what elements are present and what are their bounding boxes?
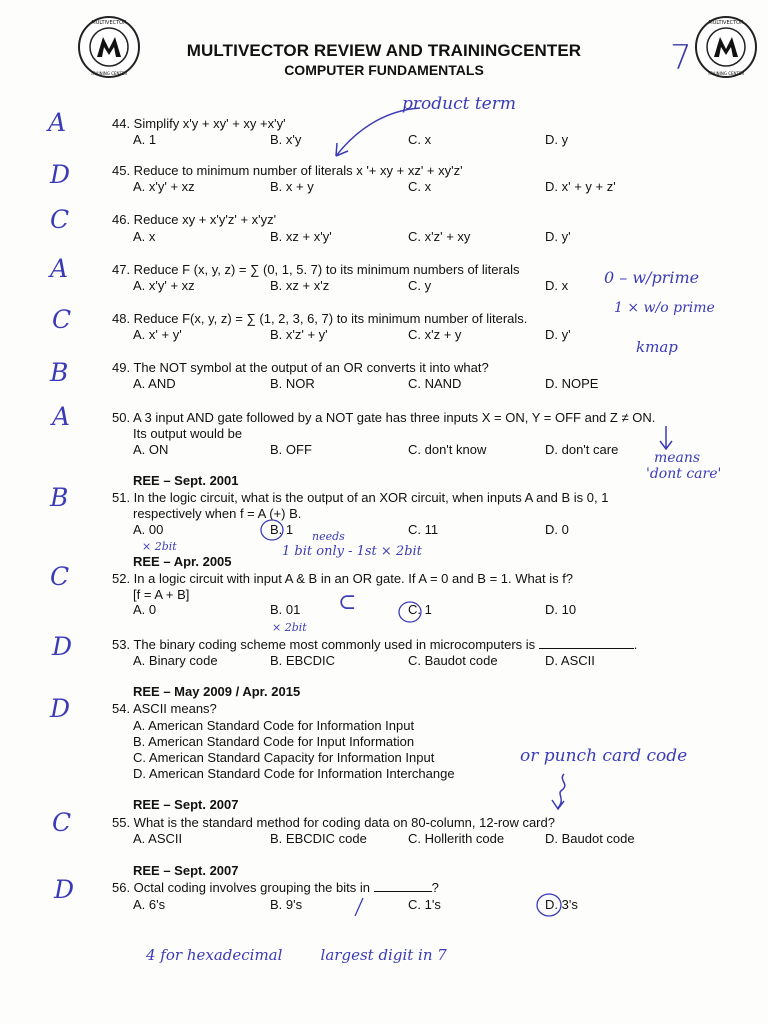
ree-label-52: REE – Apr. 2005	[133, 554, 232, 569]
q49-option-a: A. AND	[133, 376, 176, 391]
q46-option-c: C. x'z' + xy	[408, 229, 471, 244]
q44-option-b: B. x'y	[270, 132, 302, 147]
q52-option-d: D. 10	[545, 602, 577, 617]
question-49-stem: 49. The NOT symbol at the output of an OR converts it into what?	[112, 360, 489, 375]
ree-label-55: REE – Sept. 2007	[133, 797, 239, 812]
answer-53: D	[52, 632, 73, 661]
answer-45: D	[50, 160, 71, 189]
q50-option-b: B. OFF	[270, 442, 312, 457]
arrow-product-term	[320, 100, 430, 165]
question-45-stem: 45. Reduce to minimum number of literals x '+ xy + xz' + xy'z'	[112, 163, 463, 178]
page-number: 7	[670, 38, 692, 78]
note-kmap-line1: 0 – w/prime	[604, 268, 700, 287]
note-punch-card: or punch card code	[520, 746, 688, 766]
note-or-2bit: × 2bit	[272, 621, 307, 634]
q54-option-a: A. American Standard Code for Information Input	[133, 718, 415, 733]
q44-option-c: C. x	[408, 132, 432, 147]
q55-option-c: C. Hollerith code	[408, 831, 505, 846]
q44-option-d: D. y	[545, 132, 569, 147]
q47-option-a: A. x'y' + xz	[133, 278, 195, 293]
answer-blank-53	[539, 648, 634, 649]
q56-option-b: B. 9's	[270, 897, 303, 912]
question-56-text: 56. Octal coding involves grouping the bits in	[112, 880, 370, 895]
answer-54: D	[50, 694, 71, 723]
circle-56-d	[534, 892, 564, 918]
answer-56: D	[54, 875, 75, 904]
q53-option-b: B. EBCDIC	[270, 653, 336, 668]
q53-option-a: A. Binary code	[133, 653, 218, 668]
answer-55: C	[52, 808, 72, 837]
q48-option-b: B. x'z' + y'	[270, 327, 328, 342]
q45-option-c: C. x	[408, 179, 432, 194]
question-48-stem: 48. Reduce F(x, y, z) = ∑ (1, 2, 3, 6, 7) to its minimum number of literals.	[112, 311, 528, 326]
answer-51: B	[50, 483, 69, 512]
circle-51-b	[258, 518, 288, 542]
question-56-stem	[112, 880, 439, 895]
q50-option-d: D. don't care	[545, 442, 619, 457]
q54-option-d: D. American Standard Code for Information Interchange	[133, 766, 455, 781]
q45-option-b: B. x + y	[270, 179, 314, 194]
note-bracket-52: ⊂	[338, 590, 357, 615]
q51-option-a: A. 00	[133, 522, 164, 537]
ree-label-54: REE – May 2009 / Apr. 2015	[133, 684, 301, 699]
note-bottom: 4 for hexadecimal largest digit in 7	[146, 946, 447, 964]
q55-option-a: A. ASCII	[133, 831, 183, 846]
question-44-stem: 44. Simplify x'y + xy' + xy +x'y'	[112, 116, 286, 131]
q56-option-d: D. 3's	[545, 897, 578, 912]
q47-option-b: B. xz + x'z	[270, 278, 330, 293]
q45-option-a: A. x'y' + xz	[133, 179, 195, 194]
answer-47: A	[50, 254, 69, 283]
note-dont-care-line2: 'dont care'	[646, 466, 722, 482]
q44-option-a: A. 1	[133, 132, 157, 147]
question-54-stem: 54. ASCII means?	[112, 701, 217, 716]
q54-option-b: B. American Standard Code for Input Information	[133, 734, 415, 749]
question-56-end: ?	[431, 880, 439, 895]
question-55-stem: 55. What is the standard method for coding data on 80-column, 12-row card?	[112, 815, 555, 830]
q55-option-d: D. Baudot code	[545, 831, 635, 846]
q54-option-c: C. American Standard Capacity for Information Input	[133, 750, 435, 765]
q48-option-c: C. x'z + y	[408, 327, 462, 342]
note-xor-2bit-a: × 2bit	[142, 540, 177, 553]
q46-option-b: B. xz + x'y'	[270, 229, 332, 244]
question-46-stem: 46. Reduce xy + x'y'z' + x'yz'	[112, 212, 277, 227]
svg-text:MULTIVECTOR: MULTIVECTOR	[91, 20, 127, 26]
q56-option-c: C. 1's	[408, 897, 441, 912]
q55-option-b: B. EBCDIC code	[270, 831, 367, 846]
question-53-text: 53. The binary coding scheme most commonly used in microcomputers is	[112, 637, 536, 652]
answer-49: B	[50, 358, 69, 387]
note-xor-bit: 1 bit only - 1st × 2bit	[282, 544, 422, 559]
question-53-stem	[112, 637, 637, 652]
question-50-stem: 50. A 3 input AND gate followed by a NOT gate has three inputs X = ON, Y = OFF and Z ≠ ON.	[112, 410, 656, 425]
q47-option-c: C. y	[408, 278, 432, 293]
q51-option-b: B. 1	[270, 522, 294, 537]
q52-option-c: C. 1	[408, 602, 432, 617]
q52-option-b: B. 01	[270, 602, 301, 617]
answer-44: A	[48, 108, 67, 137]
document-title: MULTIVECTOR REVIEW AND TRAININGCENTER	[186, 41, 582, 60]
ree-label-51: REE – Sept. 2001	[133, 473, 239, 488]
arrow-punch-card	[540, 770, 580, 814]
answer-46: C	[50, 205, 70, 234]
question-50-stem-line2: Its output would be	[133, 426, 243, 441]
note-dont-care-line1: means	[654, 450, 701, 466]
svg-text:TRAINING CENTER: TRAINING CENTER	[90, 71, 128, 76]
question-51-stem: 51. In the logic circuit, what is the output of an XOR circuit, when inputs A and B is 0, 1	[112, 490, 609, 505]
answer-48: C	[52, 305, 72, 334]
answer-52: C	[50, 562, 70, 591]
q53-option-d: D. ASCII	[545, 653, 595, 668]
note-product-term: product term	[402, 94, 516, 114]
q46-option-a: A. x	[133, 229, 156, 244]
note-kmap-line2: 1 × w/o prime	[614, 300, 715, 316]
answer-50: A	[52, 402, 71, 431]
circle-52-c	[396, 600, 426, 624]
question-52-stem: 52. In a logic circuit with input A & B in an OR gate. If A = 0 and B = 1. What is f?	[112, 571, 574, 586]
document-subtitle: COMPUTER FUNDAMENTALS	[284, 62, 484, 78]
ree-label-56: REE – Sept. 2007	[133, 863, 239, 878]
q51-option-c: C. 11	[408, 522, 439, 537]
q48-option-d: D. y'	[545, 327, 571, 342]
q50-option-a: A. ON	[133, 442, 169, 457]
q56-option-a: A. 6's	[133, 897, 166, 912]
answer-blank-56	[374, 891, 432, 892]
note-xor-needs: needs	[312, 530, 345, 543]
q46-option-d: D. y'	[545, 229, 571, 244]
question-51-stem-line2: respectively when f = A (+) B.	[133, 506, 302, 521]
arrow-dont-care	[656, 424, 676, 452]
question-47-stem: 47. Reduce F (x, y, z) = ∑ (0, 1, 5. 7) to its minimum numbers of literals	[112, 262, 520, 277]
q49-option-b: B. NOR	[270, 376, 315, 391]
question-53-end: .	[633, 637, 638, 652]
svg-text:MULTIVECTOR: MULTIVECTOR	[708, 20, 744, 26]
q49-option-d: D. NOPE	[545, 376, 599, 391]
q49-option-c: C. NAND	[408, 376, 462, 391]
q52-option-a: A. 0	[133, 602, 157, 617]
question-52-stem-line2: [f = A + B]	[133, 587, 190, 602]
note-kmap-line3: kmap	[636, 338, 678, 356]
q45-option-d: D. x' + y + z'	[545, 179, 616, 194]
q47-option-d: D. x	[545, 278, 569, 293]
q48-option-a: A. x' + y'	[133, 327, 182, 342]
q51-option-d: D. 0	[545, 522, 569, 537]
svg-text:TRAINING CENTER: TRAINING CENTER	[707, 71, 745, 76]
q53-option-c: C. Baudot code	[408, 653, 498, 668]
q50-option-c: C. don't know	[408, 442, 487, 457]
note-slash-56	[352, 896, 366, 918]
